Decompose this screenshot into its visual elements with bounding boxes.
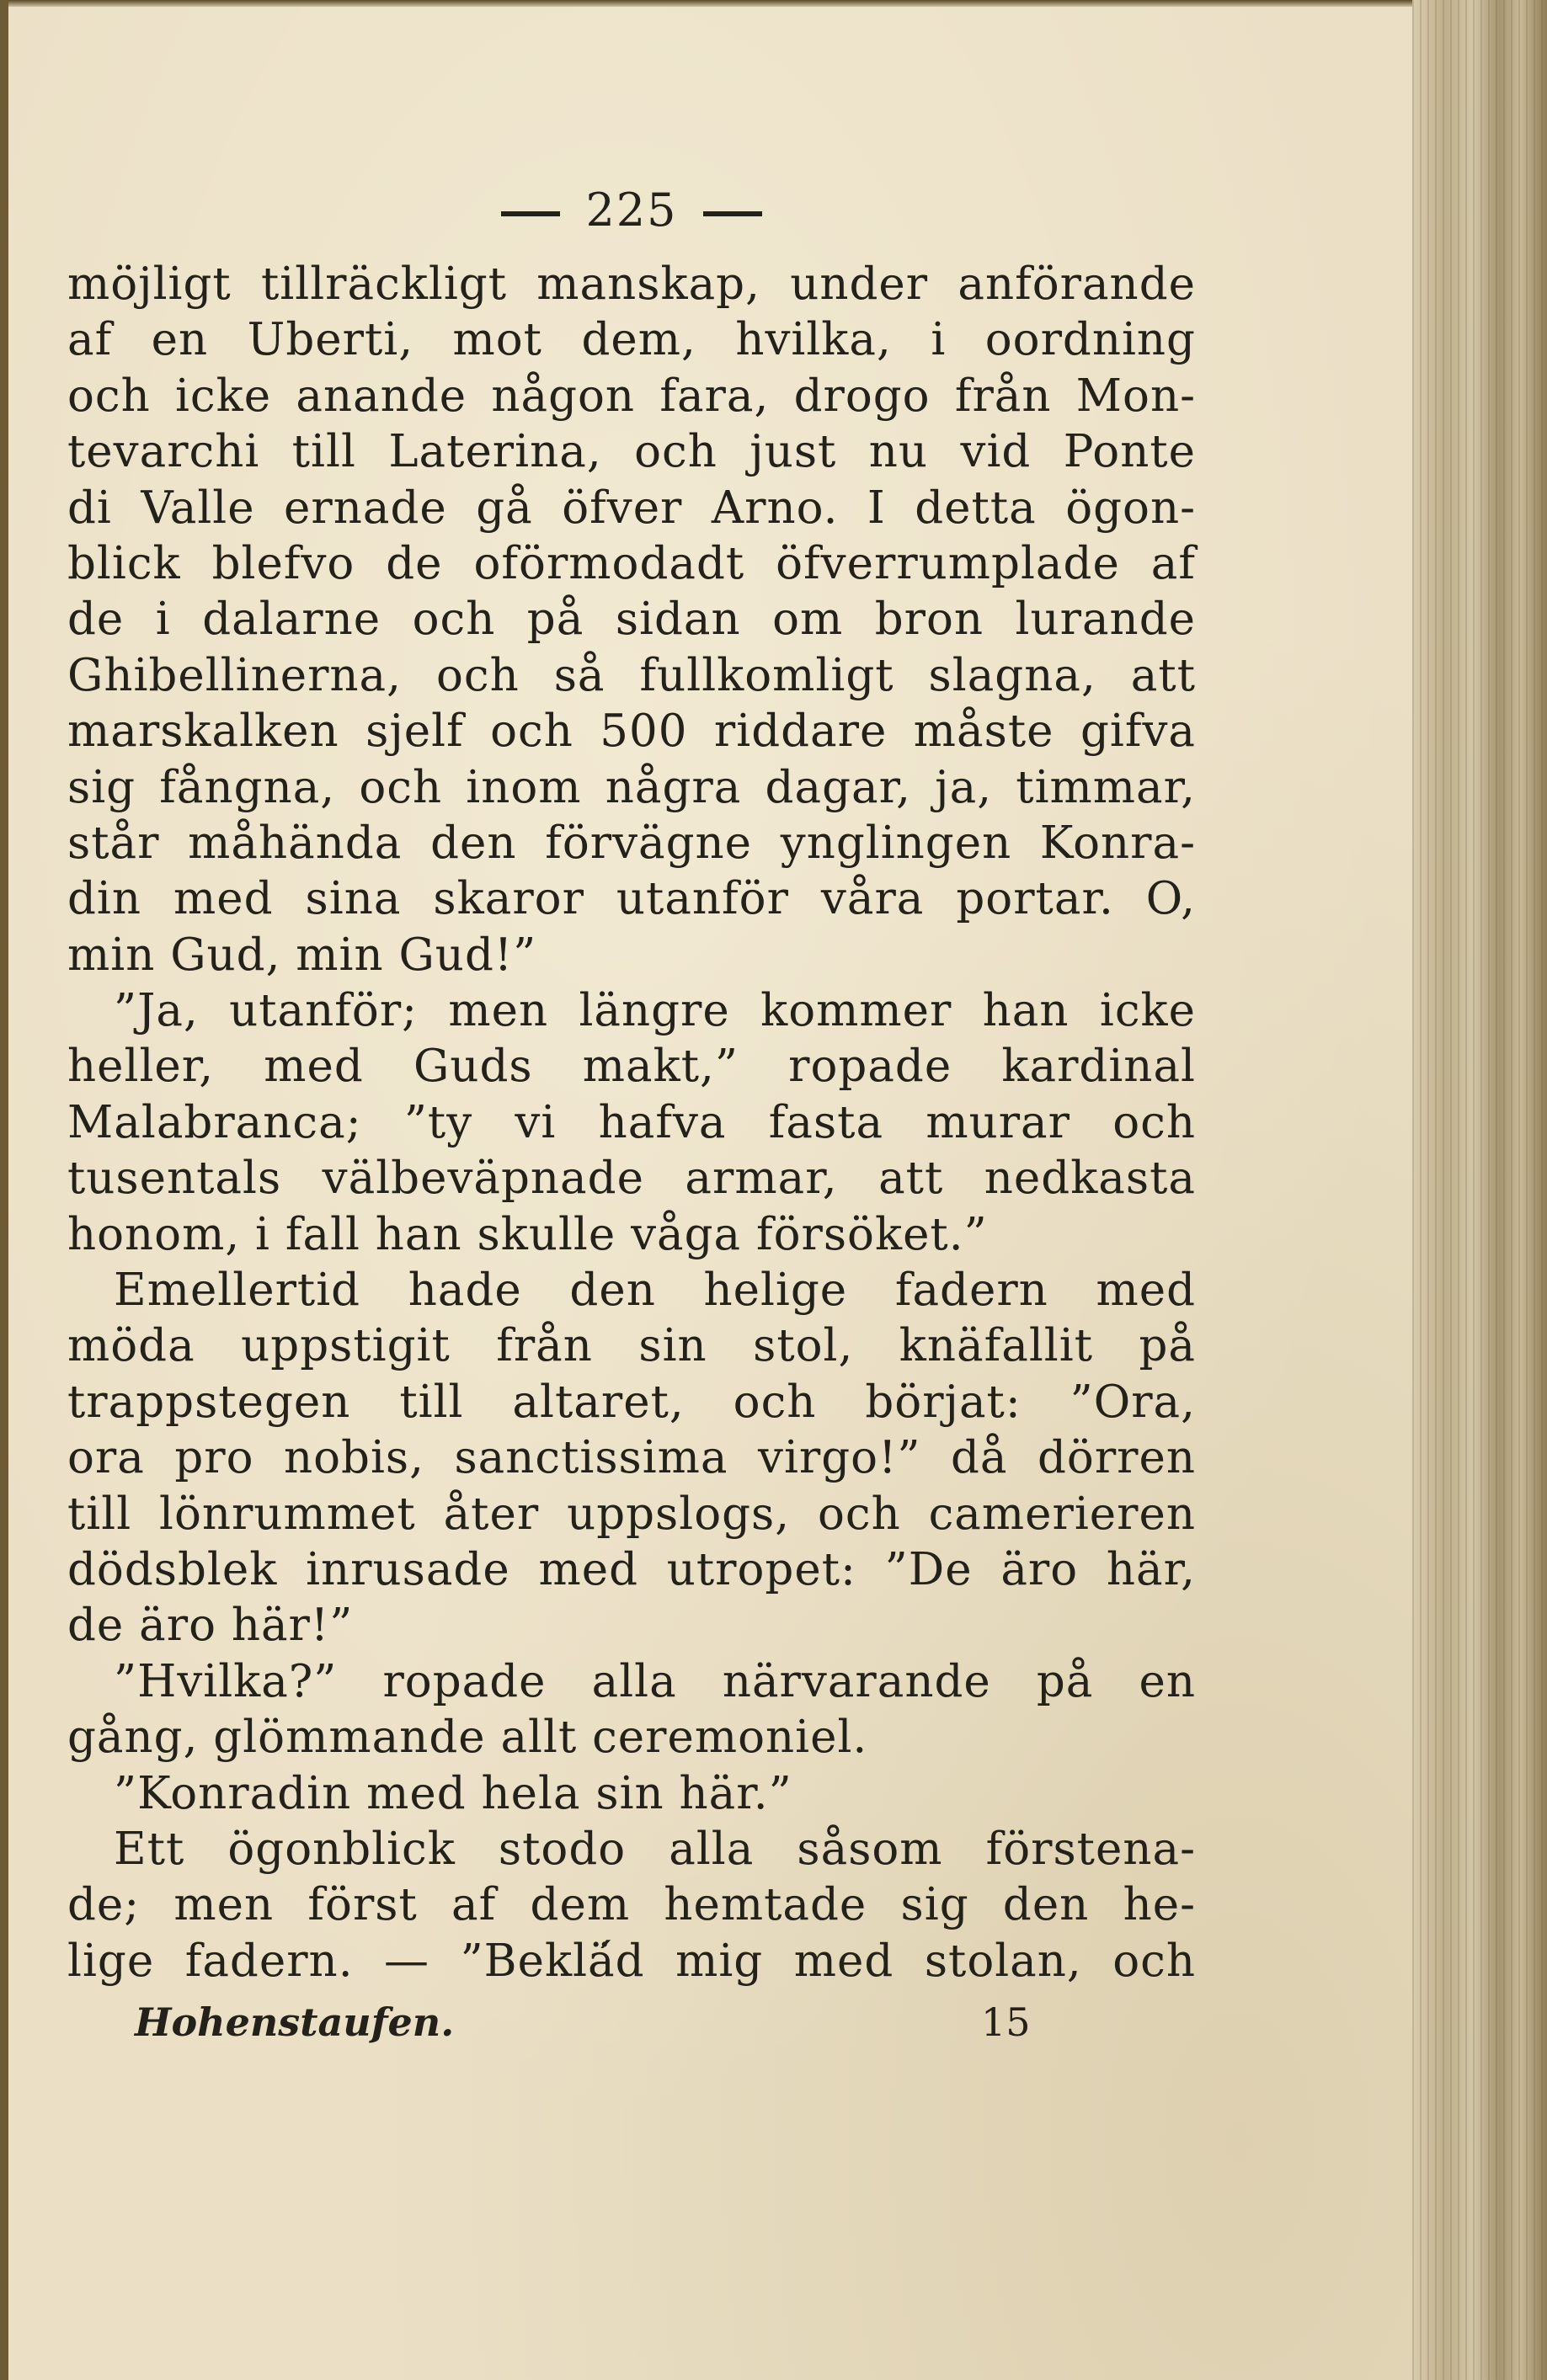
text-line: ”Hvilka?” ropade alla närvarande på en — [114, 1655, 1196, 1707]
text-line: ”Konradin med hela sin här.” — [114, 1767, 792, 1819]
sheet-number: 15 — [981, 1999, 1031, 2046]
text-line: gång, glömmande allt ceremoniel. — [67, 1712, 868, 1764]
text-line: de i dalarne och på sidan om bron lurande — [67, 594, 1196, 646]
text-line: din med sina skaror utanför våra portar. O, — [67, 873, 1196, 925]
text-line: Emellertid hade den helige fadern med — [114, 1265, 1196, 1317]
header-dash-left — [501, 211, 560, 216]
text-line: Ett ögonblick stodo alla såsom förstena- — [114, 1823, 1196, 1875]
text-line: sig fångna, och inom några dagar, ja, timmar, — [67, 761, 1196, 813]
text-line: ora pro nobis, sanctissima virgo!” då dörren — [67, 1432, 1196, 1484]
page-footer — [67, 1993, 1196, 2052]
text-line: ”Ja, utanför; men längre kommer han icke — [114, 985, 1196, 1037]
text-line: tevarchi till Laterina, och just nu vid Ponte — [67, 426, 1196, 478]
text-line: och icke anande någon fara, drogo från Mon- — [67, 370, 1196, 422]
book-gutter-shading — [1412, 0, 1547, 2380]
text-line: står måhända den förvägne ynglingen Konra- — [67, 817, 1196, 869]
text-line: min Gud, min Gud!” — [67, 929, 537, 981]
text-line: trappstegen till altaret, och börjat: ”Ora, — [67, 1376, 1196, 1428]
text-line: möjligt tillräckligt manskap, under anförande — [67, 258, 1196, 310]
text-block — [67, 181, 1196, 2052]
text-line: marskalken sjelf och 500 riddare måste gifva — [67, 705, 1196, 758]
text-line: af en Uberti, mot dem, hvilka, i oordning — [67, 314, 1196, 366]
header-dash-right — [703, 211, 762, 216]
text-line: lige fadern. — ”Beklä́d mig med stolan, och — [67, 1935, 1196, 1987]
page-top-edge — [0, 0, 1547, 7]
text-line: blick blefvo de oförmodadt öfverrumplade af — [67, 537, 1196, 589]
text-line: honom, i fall han skulle våga försöket.” — [67, 1208, 988, 1260]
body-text — [67, 257, 1196, 1989]
text-line: dödsblek inrusade med utropet: ”De äro här, — [67, 1543, 1196, 1595]
text-line: heller, med Guds makt,” ropade kardinal — [67, 1041, 1196, 1093]
text-line: Malabranca; ”ty vi hafva fasta murar och — [67, 1096, 1196, 1148]
text-line: de äro här!” — [67, 1600, 354, 1652]
text-line: tusentals välbeväpnade armar, att nedkasta — [67, 1153, 1196, 1205]
text-line: till lönrummet åter uppslogs, och camerieren — [67, 1488, 1196, 1540]
page-header — [67, 181, 1196, 257]
signature-mark: Hohenstaufen. — [135, 1999, 455, 2046]
text-line: möda uppstigit från sin stol, knäfallit på — [67, 1320, 1196, 1372]
page-number: 225 — [585, 184, 678, 237]
text-line: de; men först af dem hemtade sig den he- — [67, 1879, 1196, 1931]
text-line: Ghibellinerna, och så fullkomligt slagna, att — [67, 649, 1196, 701]
page-left-edge — [0, 0, 8, 2380]
text-line: di Valle ernade gå öfver Arno. I detta ögon- — [67, 482, 1196, 534]
